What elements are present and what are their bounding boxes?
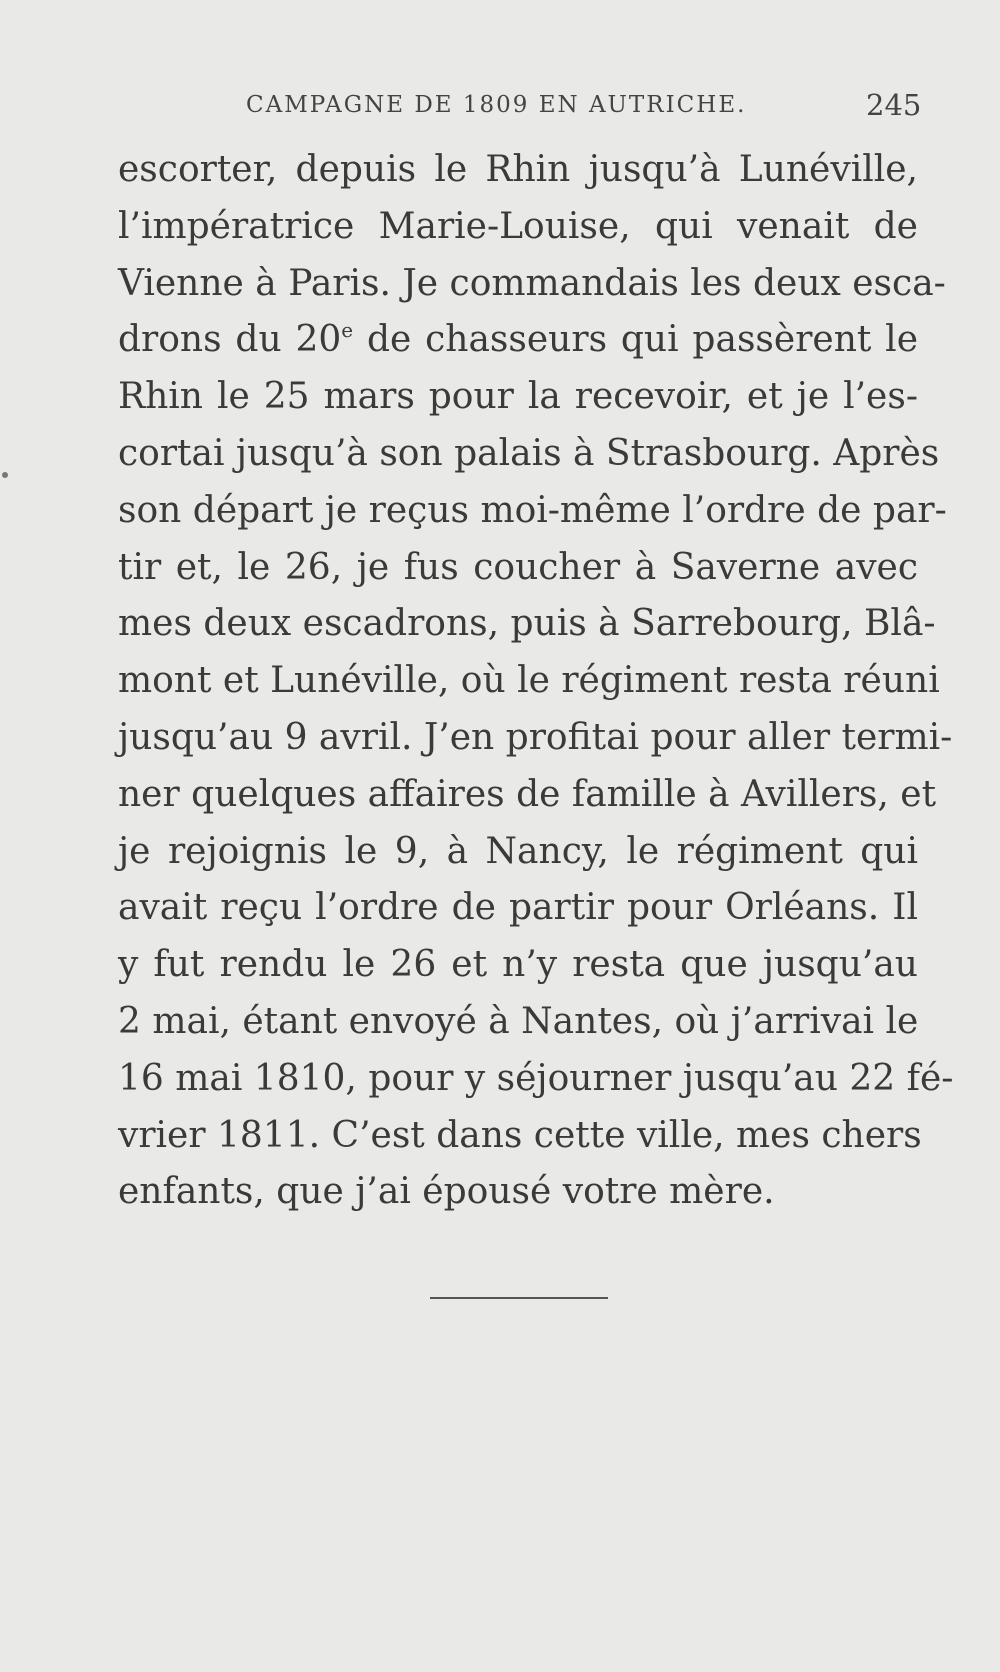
text-segment: de chasseurs qui passèrent le [353, 319, 919, 361]
text-line-last: enfants, que j’ai épousé votre mère. [118, 1171, 775, 1213]
text-line: vrier 1811. C’est dans cette ville, mes chers [118, 1114, 922, 1156]
margin-speck [2, 472, 8, 478]
text-line: avait reçu l’ordre de partir pour Orléans. Il [118, 887, 918, 929]
text-line: y fut rendu le 26 et n’y resta que jusqu’au [118, 944, 918, 986]
text-line: son départ je reçus moi-même l’ordre de par- [118, 489, 947, 531]
body-text [118, 142, 954, 1221]
text-line-with-superscript [118, 312, 918, 369]
text-line: cortai jusqu’à son palais à Strasbourg. Après [118, 432, 940, 474]
end-of-chapter-rule [430, 1297, 608, 1299]
text-line: mont et Lunéville, où le régiment resta réuni [118, 660, 940, 702]
text-line: Vienne à Paris. Je commandais les deux esca- [118, 262, 946, 304]
text-line: jusqu’au 9 avril. J’en profitai pour aller termi- [118, 716, 953, 758]
text-line: Rhin le 25 mars pour la recevoir, et je l’es- [118, 376, 918, 418]
text-line: 16 mai 1810, pour y séjourner jusqu’au 22 fé- [118, 1057, 954, 1099]
text-line: mes deux escadrons, puis à Sarrebourg, Blâ- [118, 603, 936, 645]
running-head-title: CAMPAGNE DE 1809 EN AUTRICHE. [246, 92, 747, 118]
text-line: je rejoignis le 9, à Nancy, le régiment qui [118, 830, 918, 872]
superscript: e [341, 318, 354, 343]
text-line: 2 mai, étant envoyé à Nantes, où j’arrivai le [118, 1000, 919, 1042]
text-line: tir et, le 26, je fus coucher à Saverne avec [118, 546, 918, 588]
text-line: escorter, depuis le Rhin jusqu’à Lunéville, [118, 149, 918, 190]
page-number: 245 [866, 88, 922, 122]
text-segment: drons du 20 [118, 319, 342, 361]
text-line: ner quelques affaires de famille à Avillers, et [118, 773, 937, 815]
text-line: l’impératrice Marie-Louise, qui venait de [118, 205, 918, 247]
